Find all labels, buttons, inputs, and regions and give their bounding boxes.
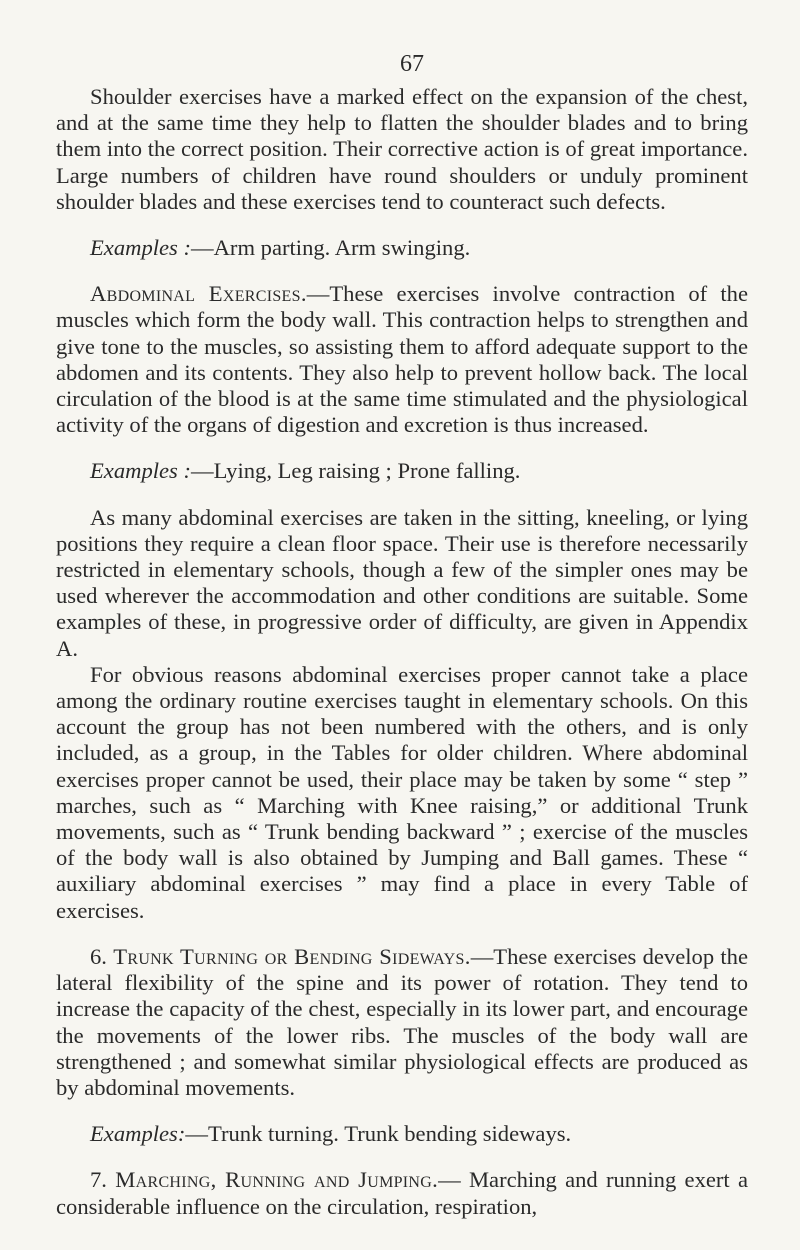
trunk-turning-text: —These exercises develop the lateral flexibility of the spine and its power of rotation. They tend to increase the capacity of the chest, especially in its lower part, and encourage the movements of the lower ribs. The muscles of the body wall are strengthened ; and somewhat similar physiological effects are produced as by abdominal movements.	[56, 943, 748, 1100]
abdominal-exercises-paragraph	[56, 281, 748, 438]
examples-label: Examples :	[90, 458, 192, 484]
book-page	[56, 0, 748, 1220]
section-number: 6.	[90, 943, 107, 969]
abdominal-exercises-heading: Abdominal Exercises.	[90, 281, 307, 307]
examples-label: Examples :	[90, 235, 192, 261]
section-number: 7.	[90, 1167, 107, 1193]
shoulder-exercises-paragraph: Shoulder exercises have a marked effect on the expansion of the chest, and at the same time they help to flatten the shoulder blades and to bring them into the correct position. Their corrective action is of great importance. Large numbers of children have round shoulders or unduly prominent shoulder blades and these exercises tend to counteract such defects.	[56, 84, 748, 214]
abdominal-exercises-text: —These exercises involve contraction of the muscles which form the body wall. This contraction helps to strengthen and give tone to the muscles, so assisting them to afford adequate support to the abdomen and its contents. They also help to prevent hollow back. The local circulation of the blood is at the same time stimulated and the physiological activity of the organs of digestion and excretion is thus increased.	[56, 281, 748, 438]
examples-label: Examples:	[90, 1121, 186, 1147]
abdominal-examples-line	[56, 458, 748, 484]
trunk-turning-paragraph	[56, 944, 748, 1101]
marching-paragraph	[56, 1167, 748, 1219]
trunk-examples-line	[56, 1121, 748, 1147]
trunk-turning-heading: Trunk Turning or Bending Sideways.	[113, 943, 471, 969]
marching-text: — Marching and running exert a considerable influence on the circulation, respiration,	[56, 1167, 748, 1219]
abdominal-examples-text: —Lying, Leg raising ; Prone falling.	[191, 458, 521, 484]
auxiliary-abdominal-paragraph: For obvious reasons abdominal exercises proper cannot take a place among the ordinary routine exercises taught in elementary schools. On this account the group has not been numbered with the others, and is only included, as a group, in the Tables for older children. Where abdominal exercises proper cannot be used, their place may be taken by some “ step ” marches, such as “ Marching with Knee raising,” or additional Trunk movements, such as “ Trunk bending backward ” ; exercise of the muscles of the body wall is also obtained by Jumping and Ball games. These “ auxiliary abdominal exercises ” may find a place in every Table of exercises.	[56, 661, 748, 923]
marching-heading: Marching, Running and Jumping.	[115, 1167, 439, 1193]
floor-space-paragraph: As many abdominal exercises are taken in the sitting, kneeling, or lying positions they require a clean floor space. Their use is therefore necessarily restricted in elementary schools, though a few of the simpler ones may be used wherever the accommodation and other conditions are suitable. Some examples of these, in progressive order of difficulty, are given in Appendix A.	[56, 504, 748, 661]
shoulder-examples-text: —Arm parting. Arm swinging.	[191, 235, 471, 261]
shoulder-examples-line	[56, 235, 748, 261]
page-number: 67	[400, 51, 424, 77]
trunk-examples-text: —Trunk turning. Trunk bending sideways.	[185, 1121, 572, 1147]
